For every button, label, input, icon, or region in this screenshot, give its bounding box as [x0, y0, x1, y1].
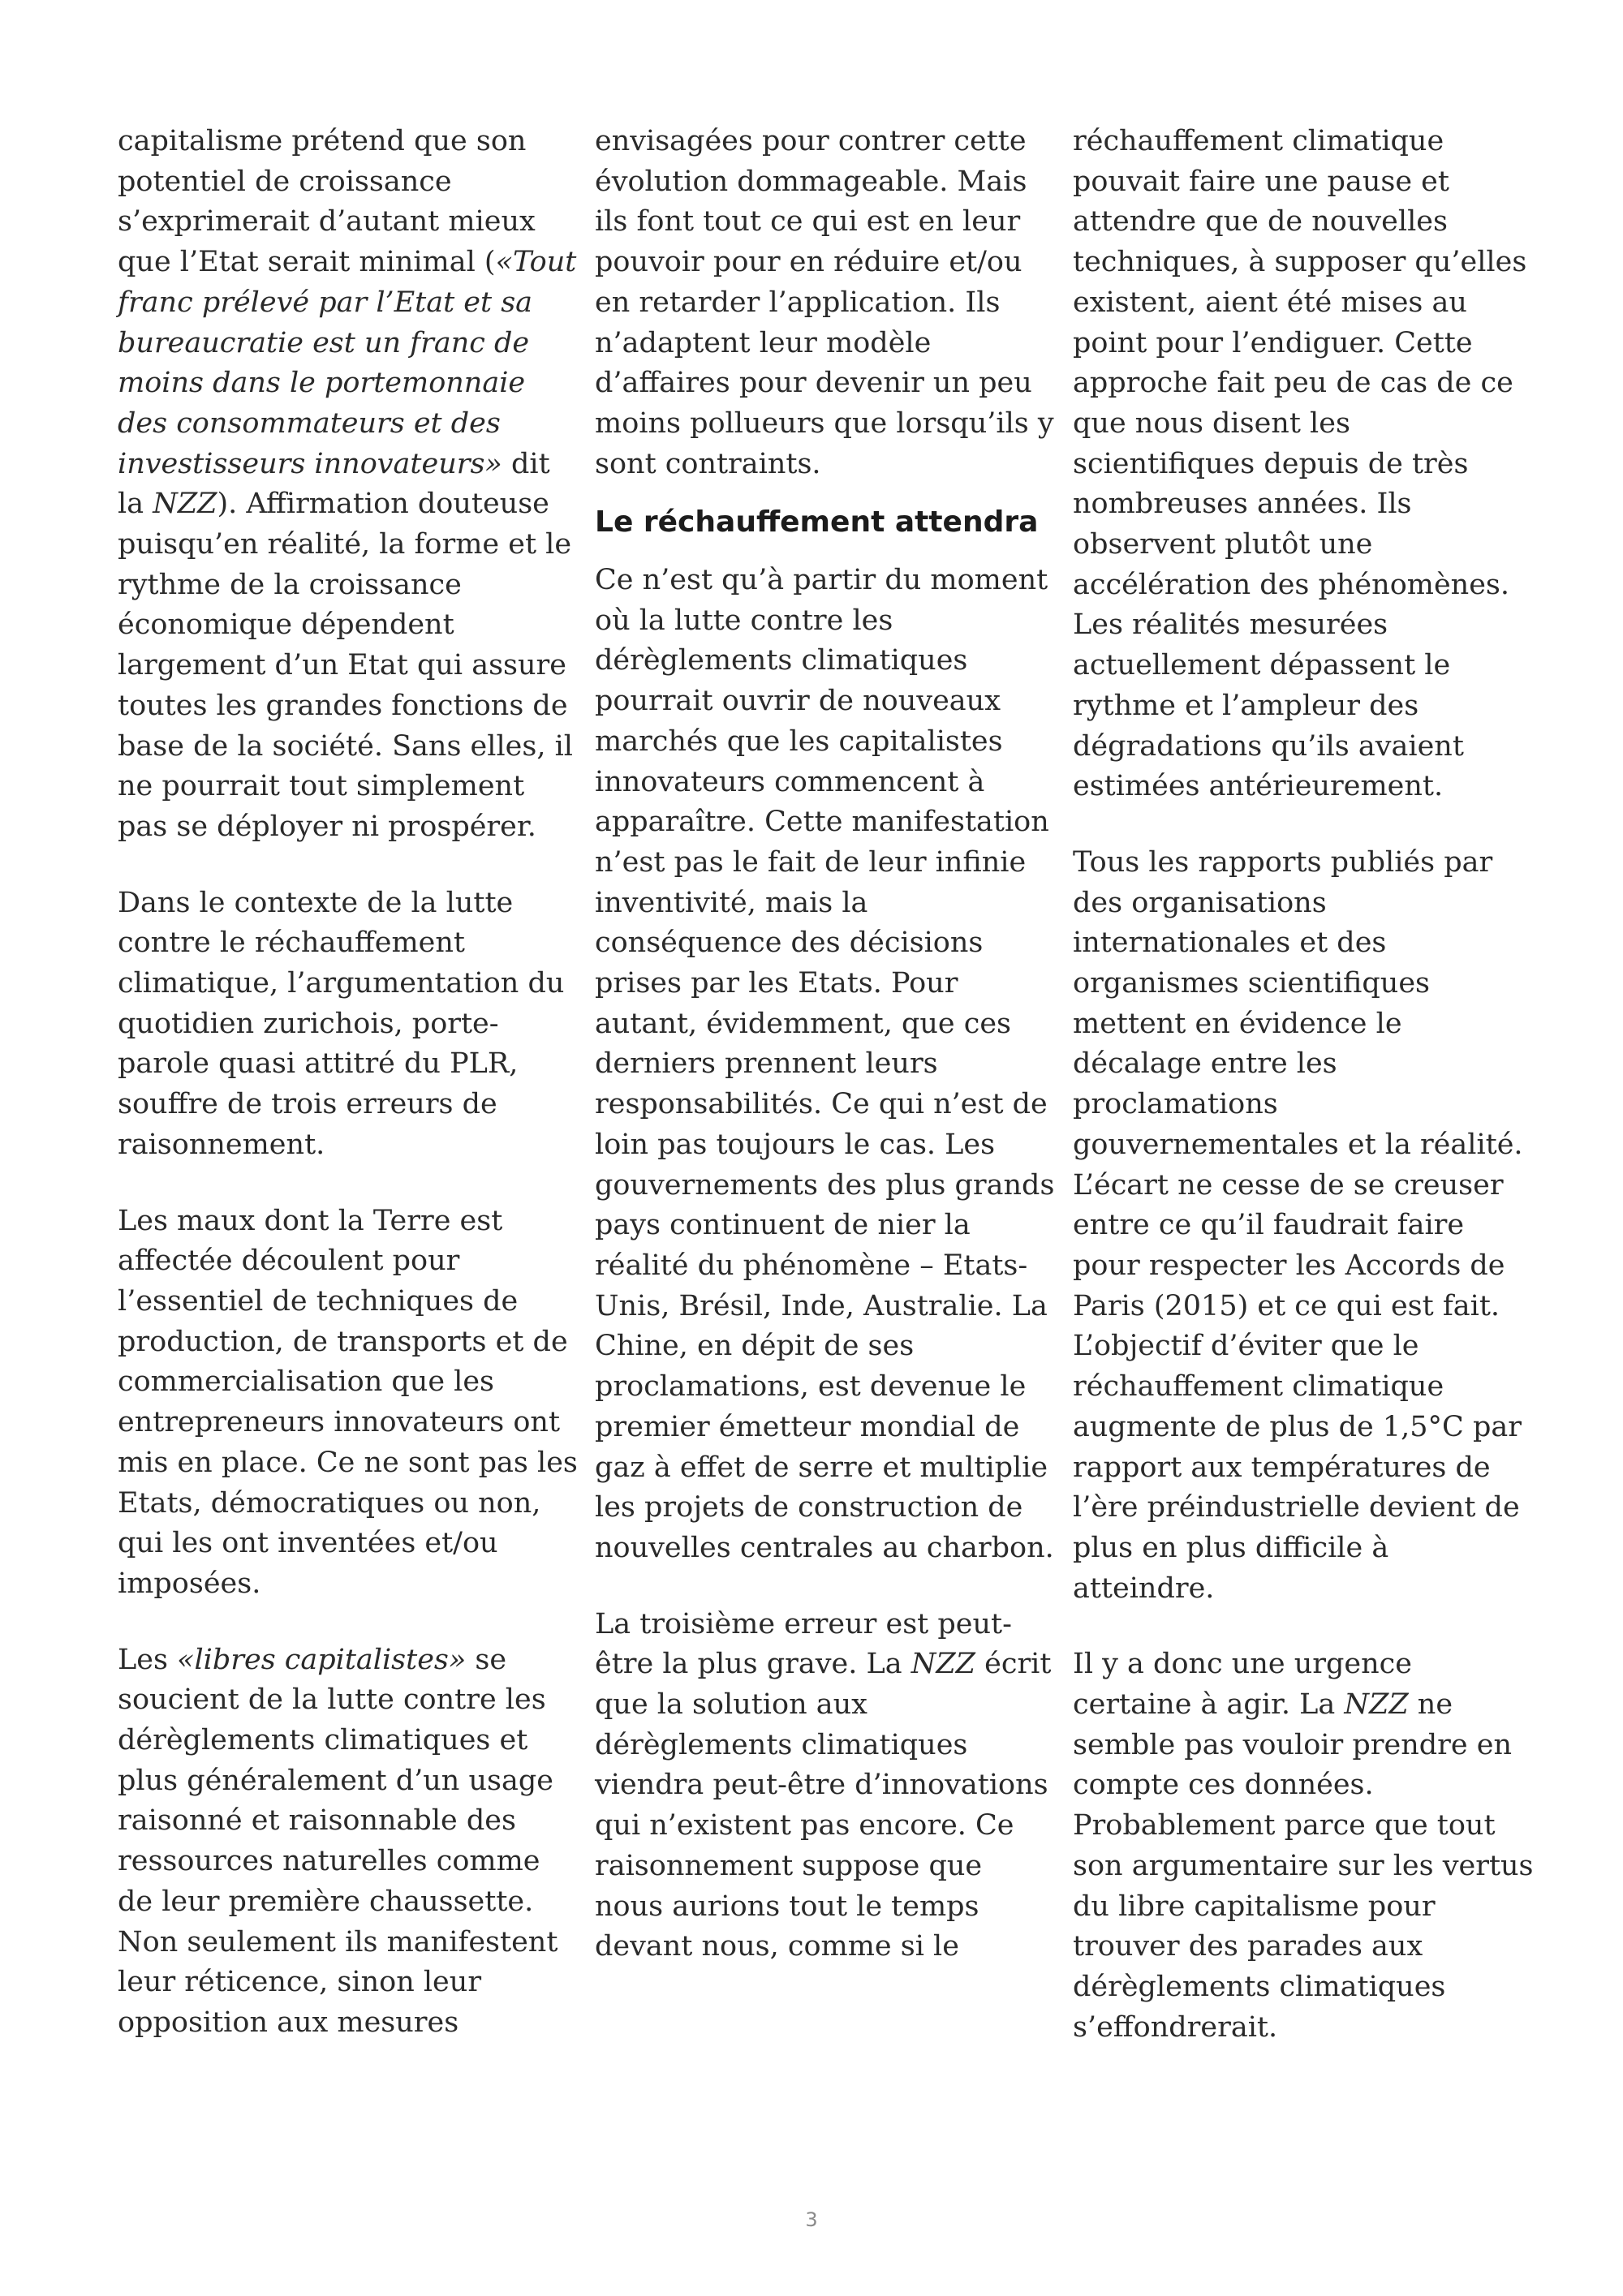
text-run: raisonnement.: [118, 1128, 325, 1161]
text-line: [1073, 1166, 1527, 1206]
text-line: [595, 1326, 1049, 1367]
text-run: accélération des phénomènes.: [1073, 568, 1510, 601]
text-line: [1073, 964, 1527, 1004]
text-run: moins pollueurs que lorsqu’ils y: [595, 406, 1054, 440]
text-line: [1073, 646, 1527, 686]
text-run: plus en plus difficile à: [1073, 1531, 1389, 1564]
text-run: dérèglements climatiques: [595, 1728, 968, 1761]
text-line: [118, 484, 572, 525]
text-line: [1073, 1408, 1527, 1448]
paragraph-gap: [1073, 1609, 1527, 1645]
italic-text-run: NZZ: [153, 488, 217, 521]
text-line: [1073, 2008, 1527, 2049]
text-line: [118, 1963, 572, 2003]
text-line: [118, 923, 572, 964]
text-run: Tous les rapports publiés par: [1073, 845, 1493, 879]
text-line: [1073, 1847, 1534, 1887]
text-run: viendra peut-être d’innovations: [595, 1769, 1048, 1802]
text-line: [118, 1484, 572, 1524]
text-line: [118, 1085, 572, 1125]
text-run: premier émetteur mondial de: [595, 1410, 1020, 1443]
text-line: [118, 162, 572, 203]
text-run: Probablement parce que tout: [1073, 1809, 1496, 1842]
text-line: [595, 964, 1049, 1004]
text-line: [595, 1367, 1049, 1408]
text-run: n’adaptent leur modèle: [595, 326, 932, 359]
text-line: [1073, 1287, 1527, 1327]
text-run: raisonnement suppose que: [595, 1849, 983, 1882]
text-line: [595, 641, 1049, 681]
text-line: [118, 1721, 572, 1761]
italic-text-run: moins dans le portemonnaie: [118, 367, 526, 400]
text-run: point pour l’endiguer. Cette: [1073, 326, 1473, 359]
text-run: scientifiques depuis de très: [1073, 447, 1469, 480]
text-line: [1073, 1685, 1527, 1726]
italic-text-run: des consommateurs et des: [118, 406, 501, 440]
text-line: [118, 807, 572, 848]
text-line: [118, 445, 572, 485]
paragraph-gap: [118, 1166, 572, 1202]
text-run: mettent en évidence le: [1073, 1007, 1402, 1040]
text-run: La troisième erreur est peut-: [595, 1607, 1012, 1640]
text-run: Unis, Brésil, Inde, Australie. La: [595, 1289, 1048, 1322]
text-run: être la plus grave. La: [595, 1648, 911, 1681]
text-line: [595, 1408, 1049, 1448]
text-run: entrepreneurs innovateurs ont: [118, 1406, 561, 1439]
text-run: l’ère préindustrielle devient de: [1073, 1491, 1520, 1524]
text-line: [1073, 1529, 1527, 1569]
text-run: sont contraints.: [595, 447, 821, 480]
text-run: gouvernementales et la réalité.: [1073, 1128, 1523, 1161]
text-column-1: [118, 122, 578, 2044]
text-run: rythme de la croissance: [118, 568, 462, 601]
text-line: [595, 1085, 1049, 1125]
text-run: compte ces données.: [1073, 1769, 1374, 1802]
text-line: [595, 1448, 1049, 1489]
text-run: devant nous, comme si le: [595, 1930, 959, 1963]
text-line: [595, 722, 1049, 763]
text-run: proclamations: [1073, 1088, 1278, 1121]
text-run: ressources naturelles comme: [118, 1845, 540, 1878]
text-run: conséquence des décisions: [595, 927, 984, 960]
text-run: largement d’un Etat qui assure: [118, 649, 566, 682]
text-line: [1073, 445, 1527, 485]
text-line: [118, 1044, 572, 1085]
text-line: [118, 1801, 572, 1842]
text-run: capitalisme prétend que son: [118, 125, 527, 157]
text-run: potentiel de croissance: [118, 165, 452, 198]
text-run: internationales et des: [1073, 927, 1387, 960]
text-line: [1073, 404, 1527, 445]
text-run: s’effondrerait.: [1073, 2010, 1278, 2044]
text-line: [118, 363, 572, 404]
text-line: [595, 162, 1049, 203]
italic-text-run: NZZ: [1344, 1688, 1409, 1722]
text-run: nombreuses années. Ils: [1073, 488, 1412, 521]
text-run: L’écart ne cesse de se creuser: [1073, 1168, 1504, 1202]
text-line: [118, 2003, 572, 2044]
text-run: nous aurions tout le temps: [595, 1890, 979, 1923]
text-line: [595, 1488, 1049, 1529]
text-run: pas se déployer ni prospérer.: [118, 810, 536, 843]
text-run: son argumentaire sur les vertus: [1073, 1849, 1534, 1882]
text-line: [1073, 843, 1527, 884]
text-run: L’objectif d’éviter que le: [1073, 1330, 1419, 1363]
text-run: envisagées pour contrer cette: [595, 125, 1027, 157]
text-line: [595, 763, 1049, 803]
text-run: certaine à agir. La: [1073, 1688, 1345, 1722]
text-run: trouver des parades aux: [1073, 1930, 1423, 1963]
italic-text-run: «libres capitalistes»: [177, 1643, 467, 1676]
text-line: [1073, 1806, 1527, 1847]
text-line: [118, 686, 572, 727]
text-line: [595, 601, 1049, 642]
text-line: [1073, 1569, 1527, 1610]
text-line: [595, 1645, 1052, 1685]
text-line: [118, 565, 572, 606]
text-line: [595, 404, 1054, 445]
text-run: gaz à effet de serre et multiplie: [595, 1451, 1048, 1484]
text-line: [118, 1923, 572, 1963]
text-run: ils font tout ce qui est en leur: [595, 205, 1021, 239]
text-line: [1073, 1246, 1527, 1287]
text-run: Il y a donc une urgence: [1073, 1648, 1412, 1681]
text-run: techniques, à supposer qu’elles: [1073, 246, 1527, 279]
text-run: observent plutôt une: [1073, 528, 1373, 561]
text-line: [118, 1241, 572, 1282]
text-line: [118, 1202, 572, 1242]
text-run: réalité du phénomène – Etats-: [595, 1249, 1028, 1282]
text-line: [118, 1564, 572, 1605]
text-line: [118, 243, 577, 283]
text-line: [1073, 1967, 1527, 2008]
text-run: marchés que les capitalistes: [595, 724, 1003, 758]
text-run: évolution dommageable. Mais: [595, 165, 1027, 198]
text-run: production, de transports et de: [118, 1325, 568, 1358]
text-line: [595, 283, 1049, 324]
text-line: [595, 122, 1049, 162]
text-line: [118, 1362, 572, 1403]
text-line: [595, 1166, 1055, 1206]
paragraph-gap: [1073, 807, 1527, 843]
text-run: Les: [118, 1643, 178, 1676]
text-run: décalage entre les: [1073, 1047, 1337, 1081]
text-run: réchauffement climatique: [1073, 1370, 1444, 1404]
text-line: [595, 923, 1049, 964]
text-run: dérèglements climatiques: [595, 644, 968, 677]
text-line: [118, 283, 572, 324]
text-run: en retarder l’application. Ils: [595, 286, 1001, 319]
text-run: Les maux dont la Terre est: [118, 1204, 503, 1237]
text-line: [1073, 525, 1527, 565]
text-line: [595, 363, 1049, 404]
text-line: [118, 964, 572, 1004]
text-line: [595, 1887, 1049, 1928]
text-line: [118, 1322, 572, 1363]
text-line: [118, 1524, 572, 1564]
text-run: ). Affirmation douteuse: [217, 488, 549, 521]
text-run: des organisations: [1073, 886, 1327, 919]
text-run: dégradations qu’ils avaient: [1073, 729, 1464, 763]
text-line: [1073, 605, 1527, 646]
text-line: [595, 1726, 1049, 1766]
text-run: estimées antérieurement.: [1073, 770, 1444, 803]
text-run: proclamations, est devenue le: [595, 1370, 1027, 1404]
text-run: inventivité, mais la: [595, 886, 868, 919]
text-run: Ce n’est qu’à partir du moment: [595, 564, 1048, 597]
text-run: quotidien zurichois, porte-: [118, 1007, 499, 1040]
text-run: apparaître. Cette manifestation: [595, 806, 1049, 839]
text-run: organismes scientifiques: [1073, 967, 1430, 1000]
text-run: ne: [1408, 1688, 1453, 1722]
text-line: [118, 525, 572, 565]
text-run: Dans le contexte de la lutte: [118, 886, 514, 919]
text-line: [1073, 363, 1527, 404]
text-line: [595, 1847, 1049, 1887]
text-line: [1073, 1004, 1527, 1045]
text-run: raisonné et raisonnable des: [118, 1804, 516, 1838]
text-line: [118, 884, 572, 924]
text-line: [595, 681, 1049, 722]
text-line: [595, 1004, 1049, 1045]
text-run: climatique, l’argumentation du: [118, 967, 565, 1000]
text-run: augmente de plus de 1,5°C par: [1073, 1410, 1522, 1443]
text-run: imposées.: [118, 1567, 261, 1600]
page-number: 3: [805, 2208, 818, 2231]
text-line: [1073, 686, 1527, 727]
text-line: [118, 404, 572, 445]
text-run: Les réalités mesurées: [1073, 608, 1388, 642]
text-line: [1073, 1448, 1527, 1489]
text-run: Etats, démocratiques ou non,: [118, 1486, 541, 1520]
text-run: réchauffement climatique: [1073, 125, 1444, 157]
text-run: s’exprimerait d’autant mieux: [118, 205, 536, 239]
text-line: [595, 202, 1049, 243]
text-run: responsabilités. Ce qui n’est de: [595, 1088, 1048, 1121]
text-line: [118, 1282, 572, 1322]
text-column-2: [595, 122, 1055, 1967]
text-run: dérèglements climatiques: [1073, 1970, 1446, 2003]
text-run: la: [118, 488, 153, 521]
text-line: [1073, 565, 1527, 606]
text-line: [595, 1927, 1049, 1967]
text-line: [1073, 923, 1527, 964]
text-line: [1073, 1206, 1527, 1246]
text-run: pays continuent de nier la: [595, 1209, 971, 1242]
text-run: économique dépendent: [118, 608, 454, 642]
text-line: [118, 1403, 572, 1443]
text-line: [118, 1761, 572, 1802]
text-run: contre le réchauffement: [118, 927, 465, 960]
text-line: [1073, 202, 1527, 243]
text-run: pouvait faire une pause et: [1073, 165, 1449, 198]
text-line: [118, 727, 572, 767]
text-run: toutes les grandes fonctions de: [118, 689, 568, 722]
text-run: que la solution aux: [595, 1688, 867, 1722]
text-run: puisqu’en réalité, la forme et le: [118, 528, 572, 561]
text-line: [118, 646, 572, 686]
text-line: [1073, 1044, 1527, 1085]
italic-text-run: franc prélevé par l’Etat et sa: [118, 286, 533, 319]
text-run: nouvelles centrales au charbon.: [595, 1531, 1054, 1564]
text-line: [1073, 1765, 1527, 1806]
text-run: parole quasi attitré du PLR,: [118, 1047, 519, 1081]
text-line: [595, 243, 1049, 283]
text-run: commercialisation que les: [118, 1365, 495, 1399]
text-run: n’est pas le fait de leur infinie: [595, 845, 1027, 879]
text-run: approche fait peu de cas de ce: [1073, 367, 1513, 400]
text-run: rythme et l’ampleur des: [1073, 689, 1419, 722]
text-run: qui n’existent pas encore. Ce: [595, 1809, 1014, 1842]
italic-text-run: NZZ: [911, 1648, 975, 1681]
text-line: [118, 324, 572, 364]
text-run: où la lutte contre les: [595, 604, 893, 637]
text-run: pourrait ouvrir de nouveaux: [595, 685, 1001, 718]
text-run: affectée découlent pour: [118, 1245, 460, 1278]
text-run: les projets de construction de: [595, 1491, 1023, 1524]
text-run: entre ce qu’il faudrait faire: [1073, 1209, 1465, 1242]
text-line: [1073, 1326, 1527, 1367]
text-run: soucient de la lutte contre les: [118, 1683, 546, 1717]
text-line: [1073, 484, 1527, 525]
text-run: Non seulement ils manifestent: [118, 1925, 558, 1958]
text-run: atteindre.: [1073, 1572, 1215, 1605]
text-line: [595, 1806, 1049, 1847]
text-line: [1073, 1645, 1527, 1685]
text-line: [118, 1842, 572, 1882]
text-run: pouvoir pour en réduire et/ou: [595, 246, 1022, 279]
text-run: semble pas vouloir prendre en: [1073, 1728, 1512, 1761]
text-run: qui les ont inventées et/ou: [118, 1527, 498, 1560]
text-run: que nous disent les: [1073, 406, 1350, 440]
text-line: [595, 1685, 1049, 1726]
text-line: [1073, 1085, 1527, 1125]
text-line: [595, 445, 1049, 485]
text-run: innovateurs commencent à: [595, 765, 985, 798]
text-run: dérèglements climatiques et: [118, 1724, 528, 1757]
text-line: [595, 561, 1049, 601]
italic-text-run: investisseurs innovateurs»: [118, 447, 502, 480]
text-line: [118, 1004, 572, 1045]
paragraph-gap: [118, 848, 572, 884]
text-line: [1073, 1887, 1527, 1928]
text-run: actuellement dépassent le: [1073, 649, 1451, 682]
text-column-3: [1073, 122, 1534, 2048]
text-run: rapport aux températures de: [1073, 1451, 1491, 1484]
text-run: autant, évidemment, que ces: [595, 1007, 1012, 1040]
text-run: existent, aient été mises au: [1073, 286, 1467, 319]
text-run: gouvernements des plus grands: [595, 1168, 1055, 1202]
text-line: [118, 767, 572, 807]
text-line: [118, 1680, 572, 1721]
text-run: pour respecter les Accords de: [1073, 1249, 1505, 1282]
text-line: [1073, 884, 1527, 924]
text-run: loin pas toujours le cas. Les: [595, 1128, 996, 1161]
text-line: [1073, 767, 1527, 807]
text-line: [118, 1125, 572, 1166]
text-line: [118, 1640, 572, 1681]
text-run: derniers prennent leurs: [595, 1047, 938, 1081]
text-line: [1073, 1367, 1527, 1408]
text-run: opposition aux mesures: [118, 2006, 459, 2039]
text-line: [595, 1246, 1049, 1287]
text-line: [118, 122, 572, 162]
text-line: [118, 1882, 572, 1923]
text-line: [1073, 727, 1527, 767]
text-line: [595, 802, 1049, 843]
text-run: Chine, en dépit de ses: [595, 1330, 915, 1363]
paragraph-gap: [595, 1569, 1049, 1605]
text-line: [595, 884, 1049, 924]
text-line: [595, 1287, 1049, 1327]
text-line: [1073, 1125, 1527, 1166]
text-line: [118, 1443, 578, 1484]
text-run: base de la société. Sans elles, il: [118, 729, 573, 763]
text-run: plus généralement d’un usage: [118, 1764, 553, 1797]
text-line: [595, 1605, 1049, 1645]
text-line: [118, 202, 572, 243]
text-line: [595, 1765, 1049, 1806]
paragraph-gap: [118, 1605, 572, 1640]
text-run: d’affaires pour devenir un peu: [595, 367, 1032, 400]
text-line: [1073, 324, 1527, 364]
text-run: se: [466, 1643, 507, 1676]
section-heading: Le réchauffement attendra: [595, 505, 1039, 540]
text-run: que l’Etat serait minimal (: [118, 246, 496, 279]
text-run: Paris (2015) et ce qui est fait.: [1073, 1289, 1500, 1322]
text-line: [595, 843, 1049, 884]
text-line: [1073, 162, 1527, 203]
text-run: de leur première chaussette.: [118, 1885, 534, 1918]
text-line: [1073, 243, 1527, 283]
text-line: [1073, 1726, 1527, 1766]
text-run: du libre capitalisme pour: [1073, 1890, 1436, 1923]
text-run: souffre de trois erreurs de: [118, 1088, 497, 1121]
text-run: écrit: [975, 1648, 1052, 1681]
text-run: attendre que de nouvelles: [1073, 205, 1448, 239]
italic-text-run: bureaucratie est un franc de: [118, 326, 530, 359]
text-line: [1073, 283, 1527, 324]
text-run: leur réticence, sinon leur: [118, 1966, 482, 1999]
text-line: [1073, 1488, 1527, 1529]
italic-text-run: «Tout: [495, 246, 577, 279]
text-line: [1073, 122, 1527, 162]
text-line: [118, 605, 572, 646]
text-line: [595, 1125, 1049, 1166]
text-line: [1073, 1927, 1527, 1967]
text-run: mis en place. Ce ne sont pas les: [118, 1446, 578, 1479]
text-run: prises par les Etats. Pour: [595, 967, 958, 1000]
text-line: [595, 1206, 1049, 1246]
text-line: [595, 324, 1049, 364]
text-line: [595, 1529, 1054, 1569]
text-line: [595, 1044, 1049, 1085]
text-run: ne pourrait tout simplement: [118, 770, 525, 803]
text-run: l’essentiel de techniques de: [118, 1284, 519, 1318]
text-run: dit: [502, 447, 550, 480]
